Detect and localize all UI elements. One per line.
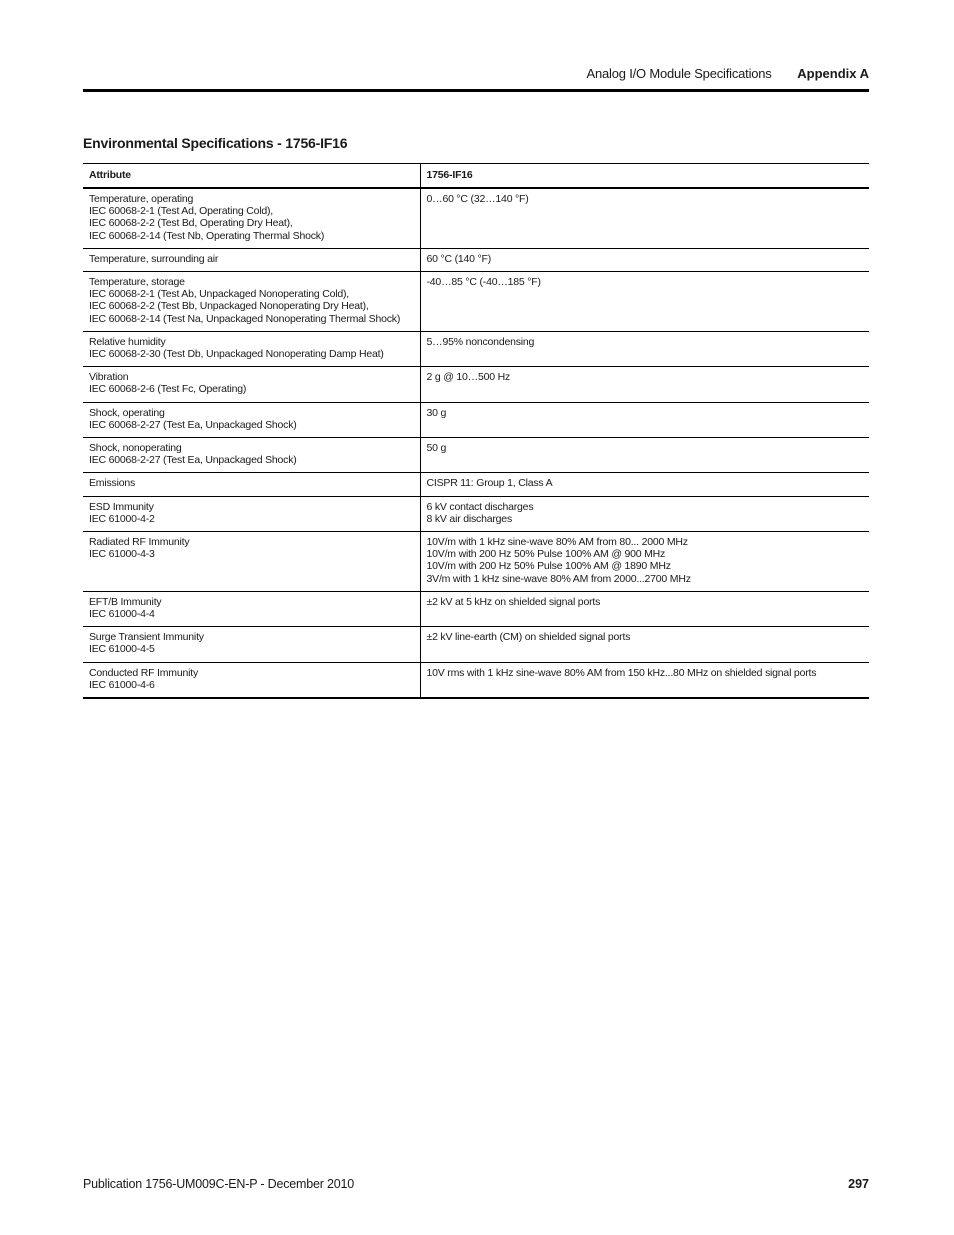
header-section-title: Analog I/O Module Specifications: [586, 66, 772, 81]
attribute-cell: [83, 627, 420, 662]
table-row: [83, 438, 869, 473]
value-cell-line: 10V/m with 200 Hz 50% Pulse 100% AM @ 900 MHz: [426, 548, 666, 561]
attribute-cell-line: Temperature, surrounding air: [89, 252, 219, 265]
value-cell-line: CISPR 11: Group 1, Class A: [426, 477, 553, 490]
table-body: [83, 188, 869, 698]
value-cell: [420, 272, 869, 332]
table-header-row: [83, 164, 869, 189]
value-cell-line: 3V/m with 1 kHz sine-wave 80% AM from 2000...2700 MHz: [426, 572, 691, 585]
table-row: [83, 627, 869, 662]
value-cell-line: 2 g @ 10…500 Hz: [426, 371, 511, 384]
attribute-cell: [83, 473, 420, 496]
attribute-cell: [83, 438, 420, 473]
table-row: [83, 367, 869, 402]
attribute-cell: [83, 496, 420, 531]
attribute-cell-line: IEC 60068-2-1 (Test Ab, Unpackaged Nonoperating Cold),: [89, 288, 350, 301]
environmental-specifications-table: [83, 163, 869, 699]
value-cell-line: 30 g: [426, 406, 447, 419]
table-row: [83, 532, 869, 592]
value-cell-line: ±2 kV line-earth (CM) on shielded signal ports: [426, 631, 631, 644]
attribute-cell-line: IEC 61000-4-4: [89, 608, 155, 621]
attribute-cell-line: IEC 60068-2-27 (Test Ea, Unpackaged Shock): [89, 454, 297, 467]
header-appendix-label: Appendix A: [797, 66, 869, 81]
attribute-cell-line: IEC 60068-2-1 (Test Ad, Operating Cold),: [89, 205, 274, 218]
attribute-cell: [83, 331, 420, 366]
attribute-cell-line: IEC 61000-4-2: [89, 512, 155, 525]
attribute-cell-line: IEC 60068-2-30 (Test Db, Unpackaged Nonoperating Damp Heat): [89, 348, 384, 361]
attribute-cell-line: ESD Immunity: [89, 500, 154, 513]
attribute-cell-line: IEC 60068-2-27 (Test Ea, Unpackaged Shock): [89, 418, 297, 431]
table-row: [83, 591, 869, 626]
publication-footer: Publication 1756-UM009C-EN-P - December 2010: [83, 1177, 354, 1191]
value-cell-line: -40…85 °C (-40…185 °F): [426, 276, 541, 289]
value-cell-line: 50 g: [426, 442, 447, 455]
value-cell-line: ±2 kV at 5 kHz on shielded signal ports: [426, 595, 601, 608]
table-row: [83, 473, 869, 496]
attribute-cell: [83, 591, 420, 626]
value-cell-line: 10V rms with 1 kHz sine-wave 80% AM from 150 kHz...80 MHz on shielded signal ports: [426, 666, 817, 679]
attribute-cell: [83, 662, 420, 698]
column-header-attribute: Attribute: [83, 164, 420, 189]
attribute-cell: [83, 248, 420, 271]
value-cell-line: 60 °C (140 °F): [426, 252, 492, 265]
value-cell: [420, 438, 869, 473]
attribute-cell-line: EFT/B Immunity: [89, 595, 162, 608]
attribute-cell-line: IEC 61000-4-6: [89, 678, 155, 691]
table-row: [83, 402, 869, 437]
attribute-cell: [83, 402, 420, 437]
value-cell: [420, 402, 869, 437]
value-cell: [420, 331, 869, 366]
attribute-cell-line: Shock, operating: [89, 406, 165, 419]
value-cell-line: 10V/m with 200 Hz 50% Pulse 100% AM @ 1890 MHz: [426, 560, 671, 573]
table-row: [83, 188, 869, 248]
attribute-cell-line: Surge Transient Immunity: [89, 631, 204, 644]
table-row: [83, 662, 869, 698]
page-title: Environmental Specifications - 1756-IF16: [83, 135, 348, 151]
page-number: 297: [848, 1177, 869, 1191]
attribute-cell-line: IEC 61000-4-5: [89, 643, 155, 656]
value-cell: [420, 188, 869, 248]
value-cell: [420, 662, 869, 698]
value-cell-line: 0…60 °C (32…140 °F): [426, 193, 529, 205]
attribute-cell-line: Vibration: [89, 371, 129, 384]
table-row: [83, 248, 869, 271]
attribute-cell-line: Shock, nonoperating: [89, 442, 182, 455]
value-cell: [420, 496, 869, 531]
column-header-model: 1756-IF16: [420, 164, 869, 189]
value-cell-line: 6 kV contact discharges: [426, 500, 534, 513]
attribute-cell-line: IEC 60068-2-14 (Test Na, Unpackaged Nonoperating Thermal Shock): [89, 312, 401, 325]
attribute-cell-line: IEC 60068-2-2 (Test Bb, Unpackaged Nonoperating Dry Heat),: [89, 300, 369, 313]
attribute-cell-line: Conducted RF Immunity: [89, 666, 199, 679]
attribute-cell: [83, 188, 420, 248]
table-row: [83, 496, 869, 531]
value-cell: [420, 532, 869, 592]
value-cell: [420, 367, 869, 402]
attribute-cell-line: IEC 60068-2-6 (Test Fc, Operating): [89, 383, 247, 396]
attribute-cell: [83, 272, 420, 332]
value-cell: [420, 473, 869, 496]
value-cell: [420, 248, 869, 271]
attribute-cell-line: IEC 61000-4-3: [89, 548, 155, 561]
value-cell: [420, 627, 869, 662]
attribute-cell: [83, 367, 420, 402]
attribute-cell-line: IEC 60068-2-2 (Test Bd, Operating Dry Heat),: [89, 217, 293, 230]
attribute-cell-line: Relative humidity: [89, 335, 166, 348]
attribute-cell-line: Temperature, operating: [89, 193, 194, 205]
attribute-cell-line: Emissions: [89, 477, 136, 490]
page-header: [587, 66, 869, 81]
value-cell-line: 10V/m with 1 kHz sine-wave 80% AM from 80... 2000 MHz: [426, 536, 688, 549]
attribute-cell-line: Temperature, storage: [89, 276, 185, 289]
table-row: [83, 272, 869, 332]
attribute-cell: [83, 532, 420, 592]
header-rule: [83, 89, 869, 92]
attribute-cell-line: IEC 60068-2-14 (Test Nb, Operating Thermal Shock): [89, 229, 325, 242]
value-cell: [420, 591, 869, 626]
value-cell-line: 5…95% noncondensing: [426, 335, 535, 348]
attribute-cell-line: Radiated RF Immunity: [89, 536, 190, 549]
table-row: [83, 331, 869, 366]
value-cell-line: 8 kV air discharges: [426, 512, 512, 525]
